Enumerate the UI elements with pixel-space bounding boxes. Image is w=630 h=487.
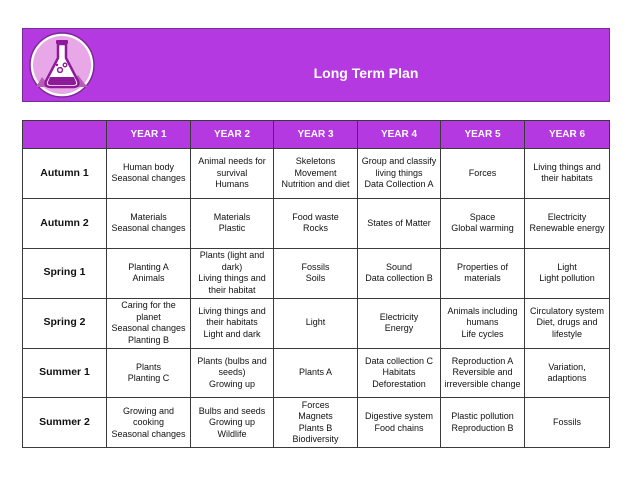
cell-text-line: seeds) [218,367,246,378]
cell-text-line: Electricity [379,311,419,322]
cell-text-line: Rocks [302,223,328,234]
cell-text-line: Light [557,261,577,272]
cell-text-line: lifestyle [551,328,582,339]
cell-text-line: Sound [385,261,413,272]
table-row [23,348,610,398]
header-banner [22,28,610,102]
cell-text-line: Animals [132,273,165,284]
table-cell [525,348,610,398]
cell-text-line: survival [216,167,248,178]
column-header: YEAR 5 [441,121,525,149]
table-header-row [23,121,610,149]
cell-text-line: Seasonal changes [111,173,186,184]
cell-text-line: Light and dark [203,328,261,339]
table-cell [358,398,441,448]
cell-text-line: Biodiversity [292,434,339,445]
table-cell [525,248,610,298]
table-row [23,198,610,248]
cell-text-line: Planting C [127,373,170,383]
cell-text-line: Plastic [218,223,246,234]
cell-text-line: adaptions [547,373,587,383]
cell-text-line: Seasonal changes [111,428,186,439]
term-label: Autumn 1 [23,149,107,199]
cell-text-line: Materials [130,211,167,222]
column-header [23,121,107,149]
cell-text-line: Seasonal changes [111,223,186,234]
table-cell [191,298,274,348]
cell-text-line: Animals including [447,305,518,316]
table-cell [358,149,441,199]
table-cell [191,348,274,398]
table-cell [274,398,358,448]
cell-text-line: Food waste [292,211,339,222]
cell-text-line: Light pollution [539,273,595,284]
cell-text-line: Reproduction A [451,355,514,366]
column-header: YEAR 3 [274,121,358,149]
cell-text-line: Reversible and [452,367,513,378]
cell-text-line: Materials [213,211,251,222]
table-cell [191,149,274,199]
cell-text-line: Magnets [298,411,333,422]
cell-text-line: Growing and [122,405,175,416]
table-cell [441,298,525,348]
table-cell [107,348,191,398]
cell-text-line: Renewable energy [529,223,605,234]
cell-text-line: Living things and [198,305,266,316]
table-cell [441,198,525,248]
table-cell [191,198,274,248]
table-cell [274,348,358,398]
column-header: YEAR 1 [107,121,191,149]
cell-text-line: cooking [132,417,165,428]
table-cell [274,248,358,298]
cell-text-line: their habitats [541,173,593,184]
table-cell [274,298,358,348]
table-cell [107,398,191,448]
cell-text-line: Animal needs for [198,156,266,167]
cell-text-line: Growing up [208,417,256,428]
table-row [23,149,610,199]
table-body [23,149,610,448]
cell-text-line: Fossils [301,261,330,272]
cell-text-line: Fossils [552,417,581,428]
cell-text-line: Food chains [374,422,424,433]
cell-text-line: planet [136,311,161,322]
cell-text-line: Variation, [548,361,586,372]
cell-text-line: Space [469,211,496,222]
table-cell [107,198,191,248]
table-cell [525,398,610,448]
table-cell [441,149,525,199]
table-cell [274,198,358,248]
cell-text-line: their habitat [208,284,256,295]
table-cell [525,198,610,248]
table-row [23,398,610,448]
cell-text-line: States of Matter [367,217,431,228]
table-cell [525,298,610,348]
cell-text-line: Forces [301,399,330,410]
cell-text-line: Planting B [127,334,170,345]
table-cell [191,248,274,298]
cell-text-line: dark) [221,261,243,272]
table-cell [191,398,274,448]
cell-text-line: Data collection C [364,355,434,366]
cell-text-line: Light [305,317,326,328]
cell-text-line: Electricity [547,211,587,222]
cell-text-line: Human body [122,161,175,172]
cell-text-line: Global warming [451,223,514,234]
cell-text-line: materials [464,273,501,284]
term-label: Spring 2 [23,298,107,348]
cell-text-line: Forces [468,167,497,178]
table-cell [358,348,441,398]
cell-text-line: Plants [135,361,161,372]
table-cell [358,298,441,348]
cell-text-line: Plastic pollution [451,411,514,422]
table-cell [441,348,525,398]
column-header: YEAR 6 [525,121,610,149]
cell-text-line: Deforestation [372,378,426,389]
cell-text-line: Group and classify [361,156,437,167]
cell-text-line: Bulbs and seeds [198,405,266,416]
cell-text-line: Wildlife [217,428,247,439]
cell-text-line: Growing up [208,378,256,389]
cell-text-line: Seasonal changes [111,323,186,334]
cell-text-line: Living things and [533,161,601,172]
cell-text-line: Diet, drugs and [536,317,598,328]
table-cell [107,248,191,298]
table-row [23,248,610,298]
term-label: Summer 1 [23,348,107,398]
cell-text-line: Nutrition and diet [281,179,350,190]
cell-text-line: Habitats [382,367,416,378]
cell-text-line: Data Collection A [364,179,434,190]
long-term-plan-table [22,120,610,448]
cell-text-line: Soils [305,273,326,284]
cell-text-line: humans [466,317,499,328]
table-cell [358,198,441,248]
cell-text-line: Movement [294,167,337,178]
cell-text-line: Skeletons [295,156,336,167]
column-header: YEAR 4 [358,121,441,149]
cell-text-line: living things [375,167,423,178]
table-cell [358,248,441,298]
table-cell [441,398,525,448]
cell-text-line: Data collection B [365,273,433,284]
table-cell [107,298,191,348]
table-cell [441,248,525,298]
cell-text-line: Living things and [198,273,266,284]
cell-text-line: Plants (light and [199,250,265,261]
table-row [23,298,610,348]
cell-text-line: Plants B [298,422,333,433]
column-header: YEAR 2 [191,121,274,149]
cell-text-line: Plants (bulbs and [197,355,267,366]
table-cell [107,149,191,199]
cell-text-line: Caring for the [121,300,176,311]
cell-text-line: Plants A [298,367,333,378]
term-label: Spring 1 [23,248,107,298]
table-cell [274,149,358,199]
cell-text-line: Digestive system [364,411,434,422]
page-title: Long Term Plan [313,65,419,81]
cell-text-line: Circulatory system [529,305,604,316]
term-label: Autumn 2 [23,198,107,248]
cell-text-line: Humans [215,179,249,190]
cell-text-line: their habitats [206,317,258,328]
cell-text-line: Planting A [128,261,169,272]
table-cell [525,149,610,199]
cell-text-line: Reproduction B [451,422,514,433]
cell-text-line: Properties of [456,261,509,272]
cell-text-line: Energy [384,323,414,334]
cell-text-line: irreversible change [444,378,521,389]
term-label: Summer 2 [23,398,107,448]
cell-text-line: Life cycles [461,328,504,339]
